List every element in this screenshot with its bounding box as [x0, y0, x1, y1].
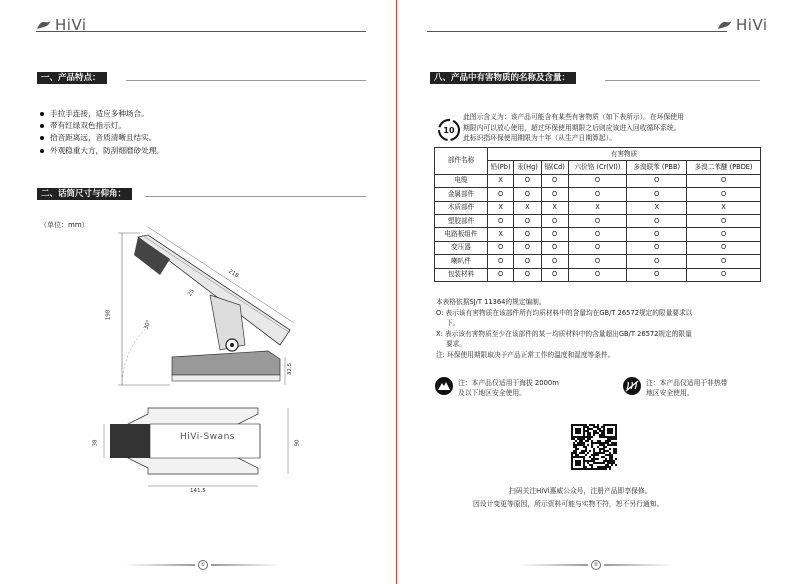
- tropical-note-line: 地区安全使用。: [646, 389, 694, 397]
- substance-cell: O: [541, 228, 568, 241]
- table-row: [435, 268, 761, 281]
- part-name-cell: 塑胶部件: [435, 214, 488, 227]
- substance-cell: O: [687, 188, 761, 201]
- substance-cell: O: [627, 214, 687, 227]
- brand-logo: [717, 16, 768, 34]
- non-tropical-icon: [622, 376, 642, 396]
- brand-name: HiVi: [736, 16, 768, 34]
- substance-cell: X: [687, 201, 761, 214]
- dim-side-left: 38: [92, 439, 99, 447]
- intro-line: 期限内可以放心使用，超过环保使用期限之后则应该进入回收循环系统。: [463, 123, 681, 132]
- substance-cell: X: [514, 201, 541, 214]
- part-name-cell: 喇叭件: [435, 255, 488, 268]
- section2-title: 二、话筒尺寸与仰角：: [37, 188, 132, 200]
- table-notes: [436, 297, 766, 361]
- substance-cell: O: [568, 268, 627, 281]
- substance-cell: O: [488, 241, 514, 254]
- altitude-note-line: 注：本产品仅适用于海拔 2000m: [458, 379, 559, 387]
- column-header: 多溴联苯 (PBB): [627, 161, 687, 174]
- part-name-cell: 电缆: [435, 174, 488, 187]
- footer-rule: [125, 564, 195, 566]
- column-header: 镉(Cd): [541, 161, 568, 174]
- feature-list: [40, 108, 164, 157]
- substance-cell: O: [568, 174, 627, 187]
- substance-cell: O: [568, 228, 627, 241]
- note-line: 本表格依据SJ/T 11364的规定编制。: [436, 298, 546, 306]
- intro-line: 此标识指环保使用期限为十年（从生产日期算起）。: [463, 134, 616, 142]
- dim-width-bottom: 141.5: [190, 488, 206, 494]
- table-row: [435, 174, 761, 187]
- left-footer: [125, 560, 281, 570]
- qr-caption: 扫码关注HiVi惠威公众号，注册产品即享保修。: [509, 487, 652, 495]
- section1-title: 一、产品特点：: [37, 72, 107, 84]
- substance-cell: O: [687, 228, 761, 241]
- substance-cell: X: [488, 228, 514, 241]
- right-footer: [518, 560, 674, 570]
- substance-cell: O: [687, 214, 761, 227]
- header-rule: [427, 31, 727, 32]
- substance-cell: O: [687, 174, 761, 187]
- substance-cell: O: [541, 268, 568, 281]
- table-row: [435, 201, 761, 214]
- substance-cell: X: [627, 201, 687, 214]
- unit-label: （单位：mm）: [40, 221, 89, 229]
- altitude-note: [458, 378, 618, 398]
- page-number: ②: [591, 560, 601, 570]
- table-row: [435, 228, 761, 241]
- column-header: 汞(Hg): [514, 161, 541, 174]
- page-number: ①: [198, 560, 208, 570]
- substance-cell: O: [627, 228, 687, 241]
- footer-rule: [518, 564, 588, 566]
- note-line: 下。: [446, 319, 460, 328]
- note-line: 注: 环保使用期限取决于产品正常工作的温度和湿度等条件。: [436, 350, 615, 359]
- substance-cell: O: [627, 188, 687, 201]
- substance-cell: O: [627, 255, 687, 268]
- swan-icon: [717, 19, 733, 31]
- dim-height: 198: [105, 309, 112, 321]
- brand-logo: [36, 16, 87, 34]
- substance-cell: O: [687, 255, 761, 268]
- note-line: O: 表示该有害物质在该部件所有均质材料中的含量均在GB/T 26572规定的限量要求以: [436, 308, 693, 317]
- substance-cell: O: [514, 255, 541, 268]
- substance-cell: O: [627, 241, 687, 254]
- section8-title: 八、产品中有害物质的名称及含量：: [430, 72, 576, 84]
- intro-line: 此图示含义为：该产品可能含有某些有害物质（如下表所示）。在环保使用: [463, 113, 684, 121]
- substance-cell: X: [488, 201, 514, 214]
- part-name-cell: 变压器: [435, 241, 488, 254]
- table-row: [435, 188, 761, 201]
- part-name-cell: 电路板组件: [435, 228, 488, 241]
- dim-angle: 30°: [143, 319, 153, 331]
- part-header: 部件名称: [435, 148, 488, 175]
- disclaimer: 因设计变更等原因，所示资料可能与实物不符，恕不另行通知。: [473, 500, 664, 508]
- substance-cell: O: [541, 255, 568, 268]
- brand-name: HiVi: [55, 16, 87, 34]
- svg-text:10: 10: [443, 126, 455, 135]
- side-view-drawing: [100, 225, 300, 390]
- footer-rule: [211, 564, 281, 566]
- dim-length: 218: [227, 268, 240, 280]
- substance-cell: O: [514, 241, 541, 254]
- swan-icon: [36, 19, 52, 31]
- substance-cell: O: [488, 268, 514, 281]
- part-name-cell: 包装材料: [435, 268, 488, 281]
- feature-item: 手拉手连接，适应多种场合。: [40, 108, 164, 120]
- substance-cell: O: [568, 214, 627, 227]
- section8-rule: [605, 80, 760, 81]
- substance-cell: O: [687, 268, 761, 281]
- part-name-cell: 金属部件: [435, 188, 488, 201]
- device-label: HiVi-Swans: [180, 432, 235, 442]
- substance-cell: O: [514, 268, 541, 281]
- column-header: 六价铬 (Cr(VI)): [568, 161, 627, 174]
- group-header: 有害物质: [488, 148, 761, 161]
- table-row: [435, 255, 761, 268]
- part-name-cell: 木质部件: [435, 201, 488, 214]
- top-view-drawing: [88, 402, 300, 502]
- substance-cell: O: [488, 214, 514, 227]
- note-line: 要求。: [446, 340, 467, 349]
- left-page: [0, 0, 396, 584]
- substance-cell: O: [514, 188, 541, 201]
- substance-cell: O: [488, 255, 514, 268]
- dim-side-right: 90: [294, 439, 301, 447]
- altitude-note-line: 及以下地区安全使用。: [458, 389, 526, 397]
- section1-rule: [126, 80, 366, 81]
- substance-cell: O: [514, 174, 541, 187]
- substance-cell: O: [568, 241, 627, 254]
- column-header: 铅(Pb): [488, 161, 514, 174]
- feature-item: 带有红绿双色指示灯。: [40, 120, 164, 132]
- substance-cell: O: [687, 241, 761, 254]
- substance-cell: O: [514, 228, 541, 241]
- hazardous-substances-table: [434, 147, 761, 282]
- substance-cell: X: [541, 201, 568, 214]
- section2-rule: [145, 196, 366, 197]
- dim-base-height: 32.5: [287, 362, 294, 376]
- recycle-period-icon: [437, 118, 461, 142]
- qr-code[interactable]: [571, 424, 617, 470]
- dim-depth: 25: [187, 288, 196, 298]
- footer-rule: [604, 564, 674, 566]
- substance-cell: O: [541, 174, 568, 187]
- substance-cell: O: [568, 188, 627, 201]
- note-line: X: 表示该有害物质至少在该部件的某一均质材料中的含量超出GB/T 26572规定的限量: [436, 329, 692, 338]
- substance-cell: O: [541, 188, 568, 201]
- substance-cell: X: [568, 201, 627, 214]
- substance-cell: O: [627, 174, 687, 187]
- feature-item: 拾音距离远，音质清晰且结实。: [40, 132, 164, 144]
- epup-intro: [463, 112, 763, 144]
- substance-cell: X: [488, 174, 514, 187]
- substance-cell: O: [488, 188, 514, 201]
- substance-cell: O: [541, 241, 568, 254]
- substance-cell: O: [627, 268, 687, 281]
- substance-cell: O: [568, 255, 627, 268]
- table-row: [435, 241, 761, 254]
- feature-item: 外观稳重大方，防刮细磨砂处理。: [40, 145, 164, 157]
- altitude-icon: [434, 376, 454, 396]
- tropical-note: [646, 378, 766, 398]
- tropical-note-line: 注：本产品仅适用于非热带: [646, 379, 728, 387]
- column-header: 多溴二苯醚 (PBDE): [687, 161, 761, 174]
- substance-cell: O: [514, 214, 541, 227]
- table-row: [435, 214, 761, 227]
- substance-cell: O: [541, 214, 568, 227]
